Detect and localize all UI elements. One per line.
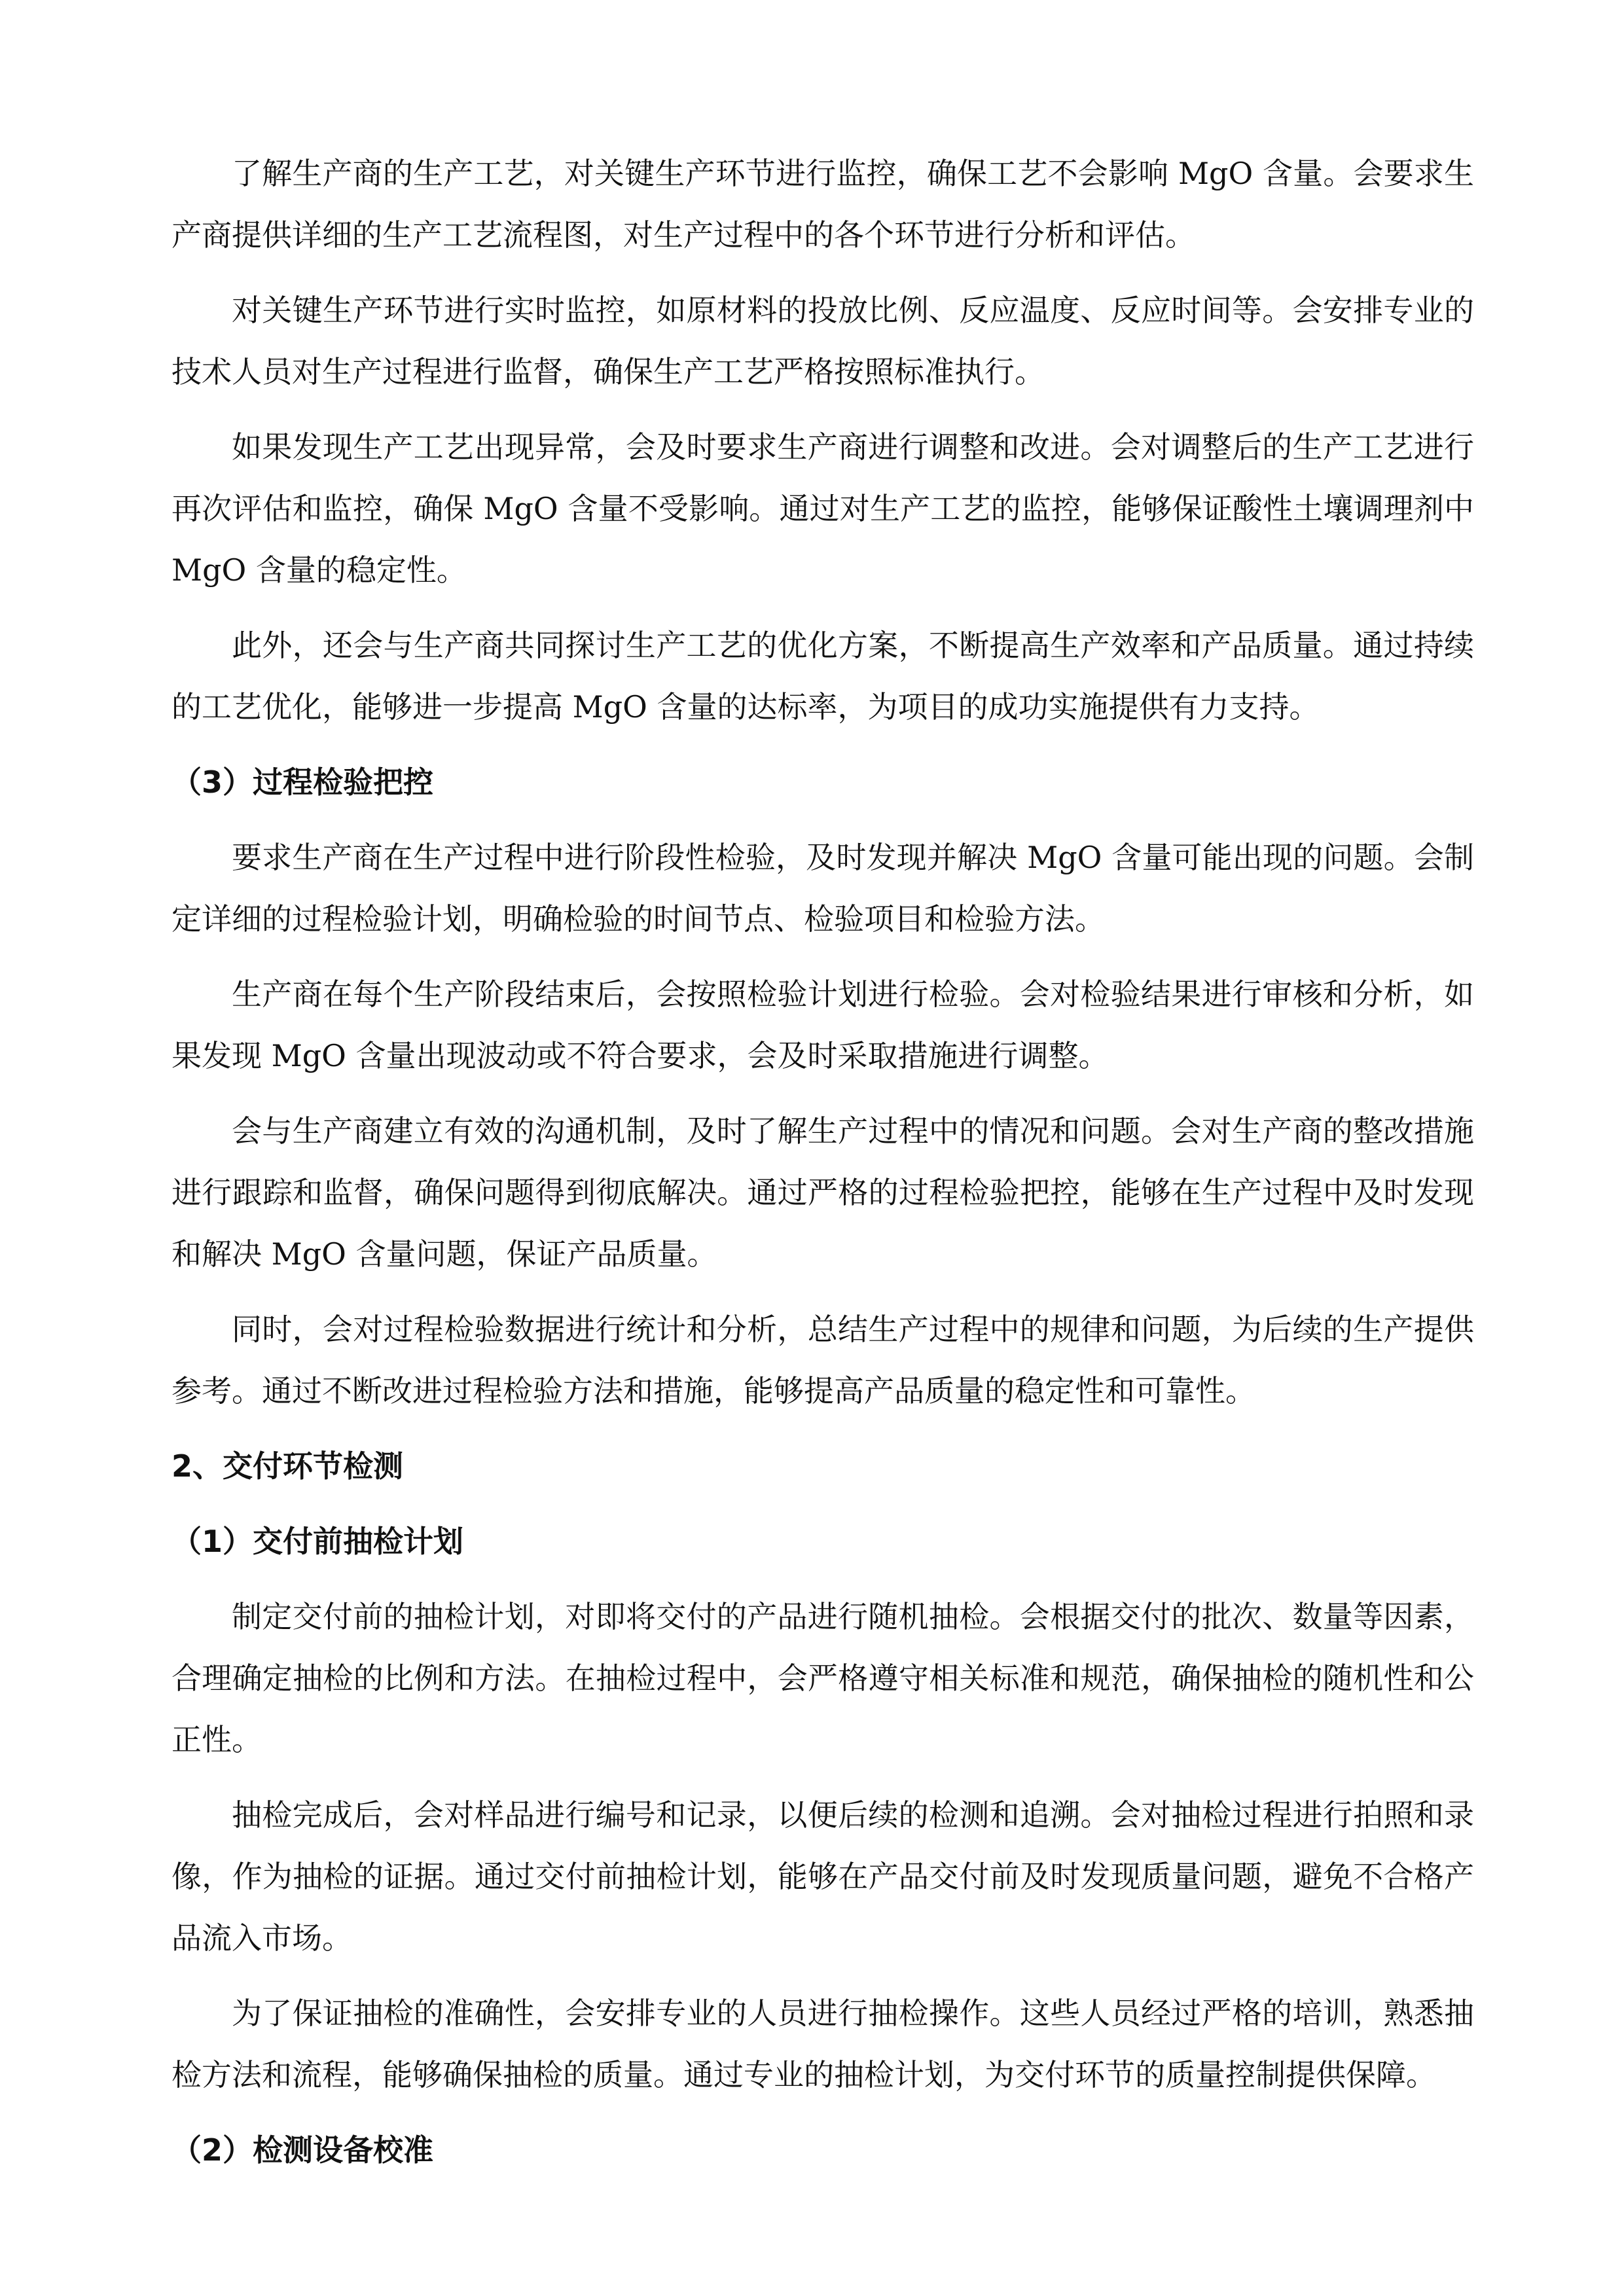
paragraph: 生产商在每个生产阶段结束后，会按照检验计划进行检验。会对检验结果进行审核和分析，如果发现 MgO 含量出现波动或不符合要求，会及时采取措施进行调整。 xyxy=(171,977,1474,1073)
paragraph: 同时，会对过程检验数据进行统计和分析，总结生产过程中的规律和问题，为后续的生产提供参考。通过不断改进过程检验方法和措施，能够提高产品质量的稳定性和可靠性。 xyxy=(171,1312,1474,1408)
section-subheading: （1）交付前抽检计划 xyxy=(171,1524,464,1559)
paragraph: 为了保证抽检的准确性，会安排专业的人员进行抽检操作。这些人员经过严格的培训，熟悉抽检方法和流程，能够确保抽检的质量。通过专业的抽检计划，为交付环节的质量控制提供保障。 xyxy=(171,1996,1474,2092)
section-subheading: （2）检测设备校准 xyxy=(171,2132,434,2168)
paragraph: 要求生产商在生产过程中进行阶段性检验，及时发现并解决 MgO 含量可能出现的问题。会制定详细的过程检验计划，明确检验的时间节点、检验项目和检验方法。 xyxy=(171,840,1474,937)
paragraph: 此外，还会与生产商共同探讨生产工艺的优化方案，不断提高生产效率和产品质量。通过持续的工艺优化，能够进一步提高 MgO 含量的达标率，为项目的成功实施提供有力支持。 xyxy=(171,628,1474,725)
paragraph: 抽检完成后，会对样品进行编号和记录，以便后续的检测和追溯。会对抽检过程进行拍照和录像，作为抽检的证据。通过交付前抽检计划，能够在产品交付前及时发现质量问题，避免不合格产品流入市场。 xyxy=(171,1797,1474,1956)
paragraph: 如果发现生产工艺出现异常，会及时要求生产商进行调整和改进。会对调整后的生产工艺进行再次评估和监控，确保 MgO 含量不受影响。通过对生产工艺的监控，能够保证酸性土壤调理剂中 MgO 含量的稳定性。 xyxy=(171,429,1474,588)
paragraph: 会与生产商建立有效的沟通机制，及时了解生产过程中的情况和问题。会对生产商的整改措施进行跟踪和监督，确保问题得到彻底解决。通过严格的过程检验把控，能够在生产过程中及时发现和解决 MgO 含量问题，保证产品质量。 xyxy=(171,1113,1474,1272)
paragraph: 制定交付前的抽检计划，对即将交付的产品进行随机抽检。会根据交付的批次、数量等因素，合理确定抽检的比例和方法。在抽检过程中，会严格遵守相关标准和规范，确保抽检的随机性和公正性。 xyxy=(171,1599,1474,1757)
document-page xyxy=(171,143,1474,2195)
paragraph: 对关键生产环节进行实时监控，如原材料的投放比例、反应温度、反应时间等。会安排专业的技术人员对生产过程进行监督，确保生产工艺严格按照标准执行。 xyxy=(171,293,1474,389)
section-heading: 2、交付环节检测 xyxy=(171,1448,404,1484)
paragraph: 了解生产商的生产工艺，对关键生产环节进行监控，确保工艺不会影响 MgO 含量。会要求生产商提供详细的生产工艺流程图，对生产过程中的各个环节进行分析和评估。 xyxy=(171,156,1474,253)
section-subheading: （3）过程检验把控 xyxy=(171,764,434,800)
